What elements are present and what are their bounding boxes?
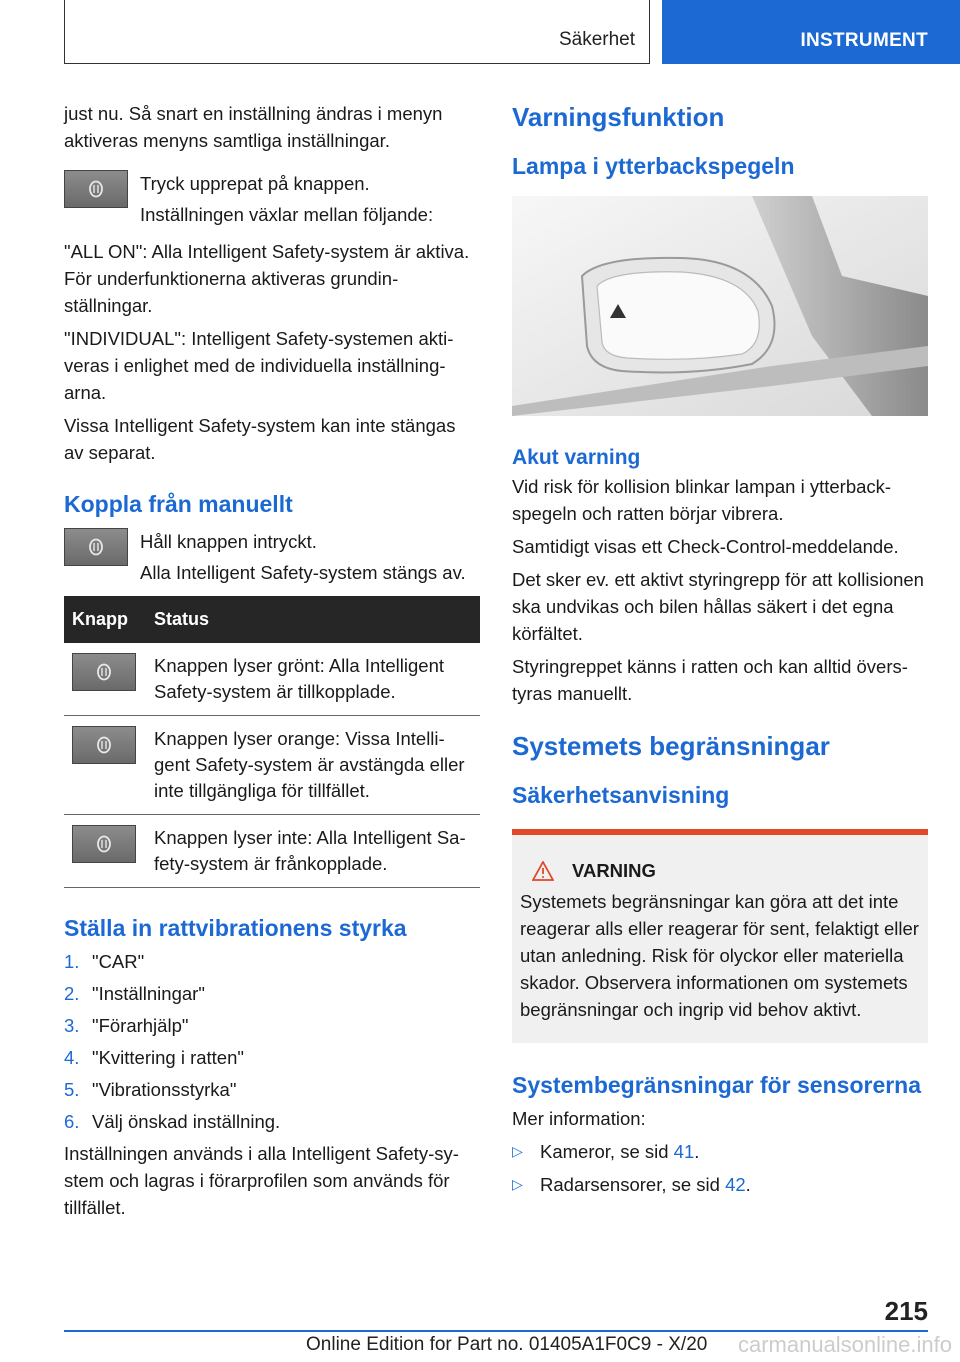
warning-function-heading: Varningsfunktion [512,102,725,132]
reference-list [512,1138,928,1198]
individual-paragraph: "INDIVIDUAL": Intelligent Safety-systemen aktiveras i enlighet med de individuella inställningarna. [64,328,454,403]
page-link[interactable]: 41 [673,1141,695,1162]
warning-title: VARNING [572,860,656,881]
side-mirror-illustration [512,196,928,416]
acute-paragraph-4: Styringreppet känns i ratten och kan alltid överstyras manuellt. [512,656,908,704]
footer-edition: Online Edition for Part no. 01405A1F0C9 - X/20 [306,1334,708,1355]
vibration-steps [64,948,480,1135]
more-info: Mer information: [512,1108,646,1129]
acute-warning-heading: Akut varning [512,446,641,469]
status-table [64,596,480,888]
hold-instruction [64,528,480,590]
list-item: 5. "Vibrationsstyrka" [64,1079,237,1100]
safety-button-icon [64,528,128,566]
mirror-lamp-heading: Lampa i ytterbackspegeln [512,153,795,179]
right-column [512,100,928,1204]
acute-paragraph-2: Samtidigt visas ett Check-Control-meddelande. [512,536,899,557]
table-cell-status: Knappen lyser inte: Alla Intelligent Safety-system är frånkopplade. [146,815,480,888]
vibration-note: Inställningen används i alla Intelligent Safety-system och lagras i förarprofilen som används för tillfället. [64,1143,459,1218]
warning-text: Systemets begränsningar kan göra att det inte reagerar alls eller reagerar för sent, felaktigt eller utan anledning. Risk för olyckor eller materiella skador. Observera informationen om systemets begränsningar och ingrip vid behov aktivt. [520,891,919,1020]
warning-triangle-icon [532,861,554,881]
bullet-icon: ▷ [512,1143,523,1159]
safety-button-orange-icon [72,726,136,764]
safety-button-icon [64,170,128,208]
list-item: 4. "Kvittering i ratten" [64,1047,244,1068]
header-section-title: Säkerhet [558,29,635,50]
press-instruction [64,170,480,232]
safety-notice-heading: Säkerhetsanvisning [512,782,730,808]
vibration-heading: Ställa in rattvibrationens styrka [64,915,407,941]
left-column [64,100,480,1227]
list-item: ▷ Radarsensorer, se sid 42. [512,1171,928,1198]
list-item: 1. "CAR" [64,951,145,972]
header-chapter-tab [662,0,960,64]
hold-line-1: Håll knappen intryckt. [140,531,317,552]
table-header-row [64,596,480,643]
watermark: carmanualsonline.info [737,1332,952,1357]
manual-heading: Koppla från manuellt [64,491,293,517]
list-item: ▷ Kameror, se sid 41. [512,1138,928,1165]
page-number: 215 [884,1296,928,1326]
table-cell-status: Knappen lyser orange: Vissa Intelligent Safety-system är avstängda eller inte tillgängliga för tillfället. [146,716,480,815]
acute-paragraph-3: Det sker ev. ett aktivt styringrepp för att kollisionen ska undvikas och bilen hållas säkert i det egna körfältet. [512,569,924,644]
table-header-button: Knapp [72,609,128,629]
safety-button-green-icon [72,653,136,691]
safety-button-off-icon [72,825,136,863]
page-link[interactable]: 42 [725,1174,746,1195]
list-item: 6. Välj önskad inställning. [64,1111,281,1132]
table-header-status: Status [154,609,210,629]
table-cell-status: Knappen lyser grönt: Alla Intelligent Safety-system är tillkopplade. [146,643,480,716]
hold-line-2: Alla Intelligent Safety-system stängs av. [140,562,466,583]
table-row [64,643,480,716]
table-row [64,716,480,815]
table-row [64,815,480,888]
list-item: 2. "Inställningar" [64,983,205,1004]
press-line-1: Tryck upprepat på knappen. [140,173,370,194]
warning-box [512,829,928,1043]
header-chapter-title: INSTRUMENT [800,30,928,51]
bullet-icon: ▷ [512,1176,523,1192]
all-on-paragraph: "ALL ON": Alla Intelligent Safety-system är aktiva. För underfunktionerna aktiveras grundinställningar. [64,241,470,316]
header-section-box [64,0,650,64]
system-limits-heading: Systemets begränsningar [512,731,830,761]
list-item: 3. "Förarhjälp" [64,1015,189,1036]
press-line-2: Inställningen växlar mellan följande: [140,204,434,225]
acute-paragraph-1: Vid risk för kollision blinkar lampan i ytterbackspegeln och ratten börjar vibrera. [512,476,892,524]
separate-paragraph: Vissa Intelligent Safety-system kan inte stängas av separat. [64,415,456,463]
sensor-limits-heading: Systembegränsningar för sensorerna [512,1072,922,1098]
intro-paragraph: just nu. Så snart en inställning ändras i menyn aktiveras menyns samtliga inställningar. [64,103,443,151]
